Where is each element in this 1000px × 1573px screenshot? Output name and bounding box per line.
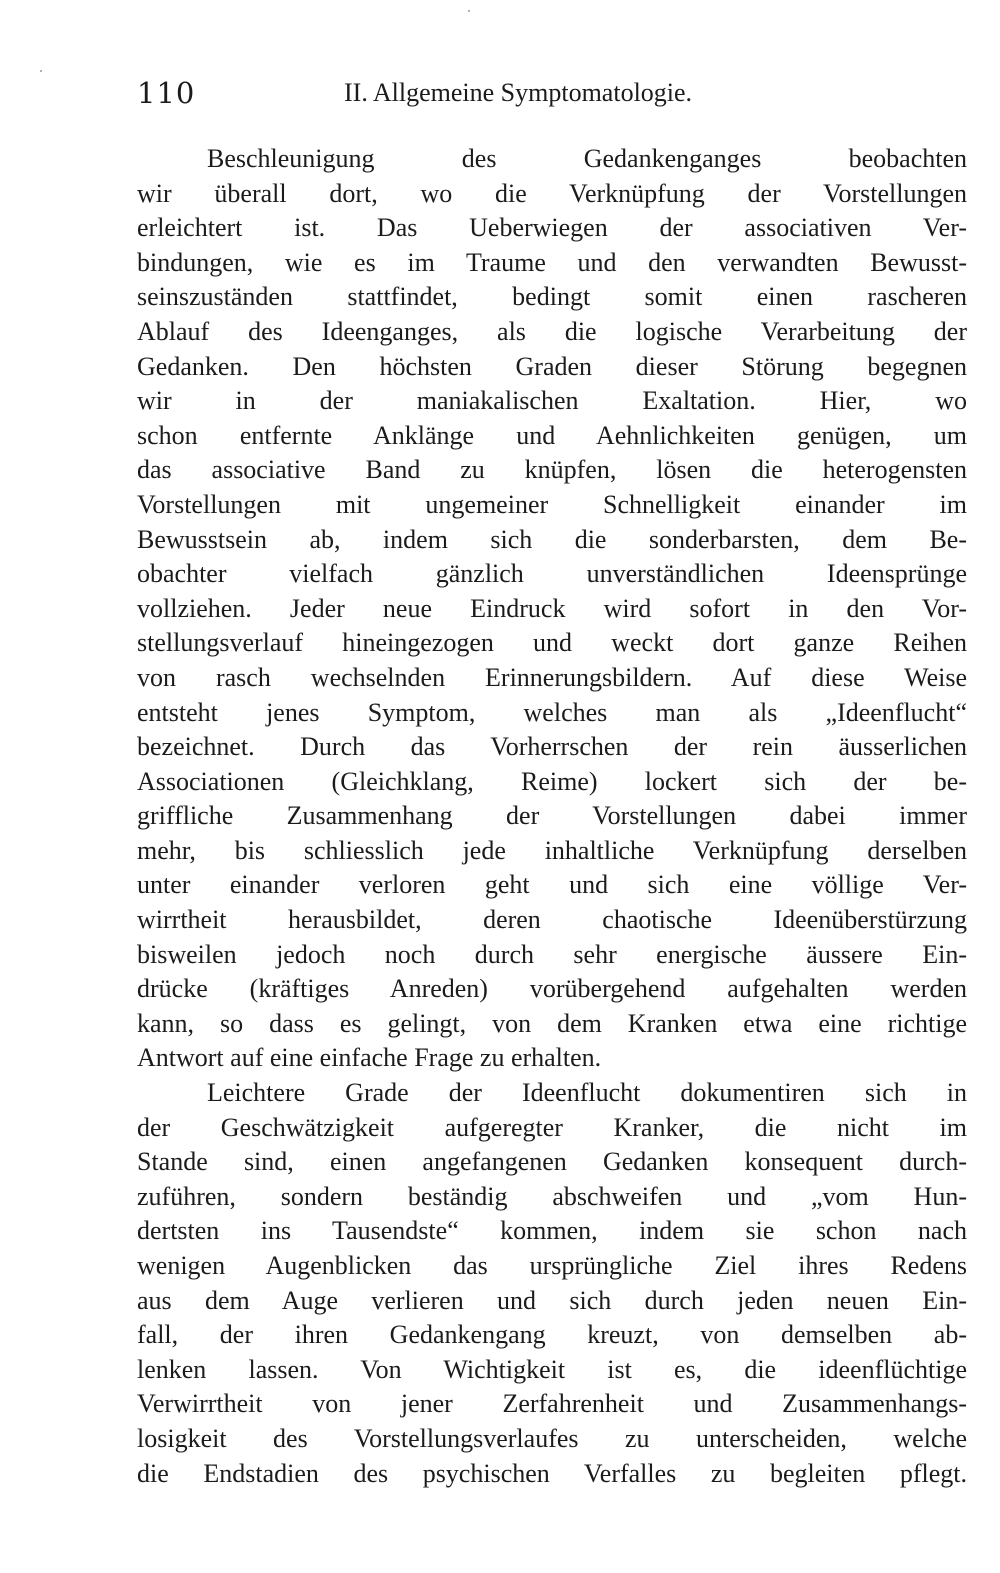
text-line: das associative Band zu knüpfen, lösen die heterogensten (137, 455, 967, 485)
text-line: der Geschwätzigkeit aufgeregter Kranker, die nicht im (137, 1112, 967, 1142)
text-line: lenken lassen. Von Wichtigkeit ist es, die ideenflüchtige (137, 1354, 967, 1384)
text-line: Stande sind, einen angefangenen Gedanken konsequent durch- (137, 1147, 967, 1177)
text-line: Leichtere Grade der Ideenflucht dokumentiren sich in (207, 1078, 967, 1108)
text-line: kann, so dass es gelingt, von dem Kranken etwa eine richtige (137, 1008, 967, 1038)
text-line: Beschleunigung des Gedankenganges beobachten (207, 144, 967, 173)
text-line: fall, der ihren Gedankengang kreuzt, von demselben ab- (137, 1320, 967, 1350)
text-line: dertsten ins Tausendste“ kommen, indem sie schon nach (137, 1216, 967, 1246)
text-line: seinszuständen stattfindet, bedingt somit einen rascheren (137, 282, 967, 312)
running-head: II. Allgemeine Symptomatologie. (344, 78, 693, 107)
page-header (137, 76, 967, 116)
text-line: bindungen, wie es im Traume und den verwandten Bewusst- (137, 247, 967, 277)
text-line: Gedanken. Den höchsten Graden dieser Störung begegnen (137, 351, 967, 381)
text-line: Verwirrtheit von jener Zerfahrenheit und Zusammenhangs- (137, 1389, 967, 1419)
text-line: obachter vielfach gänzlich unverständlichen Ideensprünge (137, 559, 967, 589)
page-number: 110 (137, 76, 196, 110)
text-line: schon entfernte Anklänge und Aehnlichkeiten genügen, um (137, 420, 967, 450)
text-line: wenigen Augenblicken das ursprüngliche Ziel ihres Redens (137, 1251, 967, 1280)
text-line: vollziehen. Jeder neue Eindruck wird sofort in den Vor- (137, 593, 967, 623)
text-line: losigkeit des Vorstellungsverlaufes zu unterscheiden, welche (137, 1423, 967, 1453)
text-line: von rasch wechselnden Erinnerungsbildern. Auf diese Weise (137, 662, 967, 692)
scan-speck (468, 10, 470, 12)
text-line: unter einander verloren geht und sich eine völlige Ver- (137, 870, 967, 900)
text-line: Associationen (Gleichklang, Reime) lockert sich der be- (137, 766, 967, 796)
text-line: aus dem Auge verlieren und sich durch jeden neuen Ein- (137, 1285, 967, 1315)
text-line: Vorstellungen mit ungemeiner Schnelligkeit einander im (137, 489, 967, 519)
text-line: wir überall dort, wo die Verknüpfung der Vorstellungen (137, 178, 967, 208)
text-line: stellungsverlauf hineingezogen und weckt dort ganze Reihen (137, 628, 967, 658)
text-line: entsteht jenes Symptom, welches man als „Ideenflucht“ (137, 697, 967, 727)
text-line: die Endstadien des psychischen Verfalles zu begleiten pflegt. (137, 1458, 967, 1488)
text-line: zuführen, sondern beständig abschweifen und „vom Hun- (137, 1181, 967, 1211)
text-line: erleichtert ist. Das Ueberwiegen der associativen Ver- (137, 213, 967, 243)
text-line: bisweilen jedoch noch durch sehr energische äussere Ein- (137, 939, 967, 969)
text-line: drücke (kräftiges Anreden) vorübergehend aufgehalten werden (137, 974, 967, 1004)
text-line: mehr, bis schliesslich jede inhaltliche Verknüpfung derselben (137, 835, 967, 865)
text-line: griffliche Zusammenhang der Vorstellungen dabei immer (137, 801, 967, 831)
text-line: wirrtheit herausbildet, deren chaotische Ideenüberstürzung (137, 905, 967, 935)
text-line: Bewusstsein ab, indem sich die sonderbarsten, dem Be- (137, 524, 967, 554)
text-line: Ablauf des Ideenganges, als die logische Verarbeitung der (137, 316, 967, 346)
text-line: Antwort auf eine einfache Frage zu erhalten. (137, 1043, 602, 1073)
paragraph-1 (137, 142, 967, 1076)
text-line: bezeichnet. Durch das Vorherrschen der rein äusserlichen (137, 732, 967, 762)
body-text (137, 142, 967, 1491)
text-line: wir in der maniakalischen Exaltation. Hier, wo (137, 386, 967, 416)
paragraph-2 (137, 1076, 967, 1491)
scan-speck (40, 70, 42, 72)
